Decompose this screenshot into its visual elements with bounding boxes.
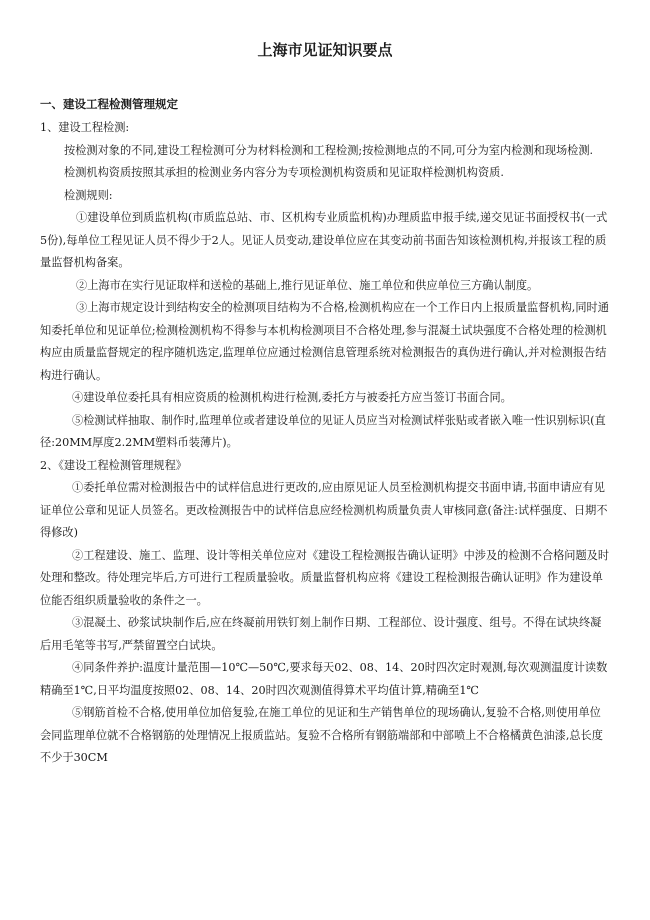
regulation-2: ②工程建设、施工、监理、设计等相关单位应对《建设工程检测报告确认证明》中涉及的检测不合格问题及时处理和整改。待处理完毕后,方可进行工程质量验收。质量监督机构应将《建设工程检测报告确认证明》作为建设单位能否组织质量验收的条件之一。 — [40, 548, 610, 607]
section-heading: 一、建设工程检测管理规定 — [40, 97, 178, 111]
subsection-heading: 1、建设工程检测: — [40, 121, 130, 134]
regulation-3: ③混凝土、砂浆试块制作后,应在终凝前用铁钉刻上制作日期、工程部位、设计强度、组号。不得在试块终凝后用毛笔等书写,严禁留置空白试块。 — [40, 616, 602, 652]
paragraph: 检测机构资质按照其承担的检测业务内容分为专项检测机构资质和见证取样检测机构资质. — [64, 166, 504, 179]
rule-4: ④建设单位委托具有相应资质的检测机构进行检测,委托方与被委托方应当签订书面合同。 — [72, 391, 512, 404]
rules-label: 检测规则: — [64, 188, 113, 202]
regulation-4: ④同条件养护:温度计量范围—10℃—50℃,要求每天02、08、14、20时四次定时观测,每次观测温度计读数精确至1℃,日平均温度按照02、08、14、20时四次观测值得算术平均值计算,精确至1℃ — [40, 661, 608, 697]
paragraph: 按检测对象的不同,建设工程检测可分为材料检测和工程检测;按检测地点的不同,可分为室内检测和现场检测. — [64, 143, 594, 157]
rule-2: ②上海市在实行见证取样和送检的基础上,推行见证单位、施工单位和供应单位三方确认制度。 — [76, 278, 539, 292]
regulation-5: ⑤钢筋首检不合格,使用单位加倍复验,在施工单位的见证和生产销售单位的现场确认,复验不合格,则使用单位会同监理单位就不合格钢筋的处理情况上报质监站。复验不合格所有钢筋端部和中部喷上不合格橘黄色油漆,总长度不少于30CM — [40, 706, 603, 764]
subsection-heading: 2、《建设工程检测管理规程》 — [40, 458, 187, 472]
rule-1: ①建设单位到质监机构(市质监总站、市、区机构专业质监机构)办理质监申报手续,递交见证书面授权书(一式5份),每单位工程见证人员不得少于2人。见证人员变动,建设单位应在其变动前书面告知该检测机构,并报该工程的质量监督机构备案。 — [40, 211, 608, 269]
regulation-1: ①委托单位需对检测报告中的试样信息进行更改的,应由原见证人员至检测机构提交书面申请,书面申请应有见证单位公章和见证人员签名。更改检测报告中的试样信息应经检测机构质量负责人审核同意(备注:试样强度、日期不得修改) — [40, 481, 608, 539]
rule-5: ⑤检测试样抽取、制作时,监理单位或者建设单位的见证人员应当对检测试样张贴或者嵌入唯一性识别标识(直径:20MM厚度2.2MM塑料币装薄片)。 — [40, 413, 606, 449]
rule-3: ③上海市规定设计到结构安全的检测项目结构为不合格,检测机构应在一个工作日内上报质量监督机构,同时通知委托单位和见证单位;检测检测机构不得参与本机构检测项目不合格处理,参与混凝土试块强度不合格处理的检测机构应由质量监督规定的程序随机选定,监理单位应通过检测信息管理系统对检测报告的真伪进行确认,并对检测报告结构进行确认。 — [40, 301, 609, 382]
page-title: 上海市见证知识要点 — [257, 41, 393, 59]
document-body — [40, 117, 611, 770]
